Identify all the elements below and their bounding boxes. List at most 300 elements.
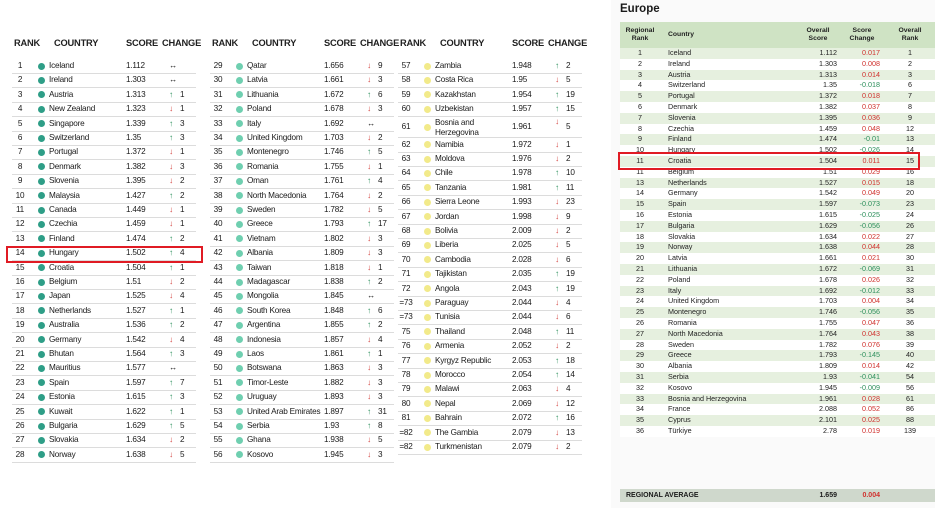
rank-cell: 45 bbox=[213, 291, 223, 301]
ranking-row bbox=[204, 189, 394, 203]
country-cell: Poland bbox=[247, 104, 272, 114]
country-cell: Serbia bbox=[247, 421, 270, 430]
score-cell: 2.044 bbox=[512, 312, 532, 322]
rank-cell: 64 bbox=[401, 168, 411, 178]
score-change-cell: -0.025 bbox=[859, 209, 880, 219]
change-cell: 6 bbox=[378, 89, 383, 99]
rank-cell: 44 bbox=[213, 277, 223, 286]
peace-level-dot bbox=[38, 77, 45, 84]
country-cell: Zambia bbox=[435, 61, 462, 70]
ranking-row bbox=[204, 275, 394, 289]
country-cell: Tajikistan bbox=[435, 269, 467, 279]
rank-cell: 59 bbox=[401, 89, 411, 99]
rank-cell: 21 bbox=[15, 349, 25, 358]
score-cell: 1.502 bbox=[126, 248, 146, 258]
score-cell: 1.755 bbox=[324, 161, 344, 171]
score-cell: 1.672 bbox=[324, 89, 344, 99]
rank-cell: 2 bbox=[17, 75, 23, 85]
ranking-row bbox=[392, 152, 582, 166]
europe-table-row bbox=[620, 102, 935, 113]
score-cell: 1.536 bbox=[126, 320, 146, 330]
score-cell: 1.449 bbox=[126, 205, 146, 214]
change-cell: 6 bbox=[566, 312, 571, 322]
ranking-row bbox=[6, 347, 196, 361]
score-change-cell: -0.056 bbox=[859, 220, 880, 230]
peace-level-dot bbox=[424, 170, 431, 177]
arrow-down-icon: ↓ bbox=[169, 277, 173, 286]
peace-level-dot bbox=[424, 429, 431, 436]
country-cell: Bolivia bbox=[435, 226, 458, 235]
score-cell: 2.009 bbox=[512, 226, 532, 235]
peace-level-dot bbox=[236, 394, 243, 401]
rank-cell: 40 bbox=[213, 219, 223, 229]
score-cell: 1.972 bbox=[512, 139, 532, 149]
overall-score-cell: 1.961 bbox=[819, 393, 837, 403]
regional-rank-cell: 27 bbox=[636, 328, 644, 338]
rank-cell: 52 bbox=[213, 392, 223, 402]
ranking-row bbox=[6, 390, 196, 404]
header-country: COUNTRY bbox=[252, 38, 297, 48]
overall-rank-cell: 7 bbox=[908, 91, 912, 101]
country-cell: Iceland bbox=[49, 61, 75, 70]
score-cell: 1.981 bbox=[512, 182, 532, 192]
country-cell: The Gambia bbox=[435, 427, 479, 437]
score-cell: 1.793 bbox=[324, 219, 344, 229]
score-cell: 1.93 bbox=[324, 421, 340, 430]
overall-rank-cell: 9 bbox=[908, 112, 912, 122]
overall-rank-cell: 61 bbox=[906, 393, 914, 403]
europe-table-row bbox=[620, 329, 935, 340]
arrow-up-icon: ↑ bbox=[367, 147, 371, 157]
regional-rank-cell: 21 bbox=[636, 263, 644, 273]
arrow-down-icon: ↓ bbox=[367, 104, 371, 114]
ranking-row bbox=[204, 419, 394, 433]
ranking-row bbox=[6, 59, 196, 73]
change-cell: 2 bbox=[566, 226, 571, 235]
country-cell: Tunisia bbox=[435, 312, 460, 322]
change-cell: 1 bbox=[378, 349, 383, 358]
peace-level-dot bbox=[236, 149, 243, 156]
peace-level-dot bbox=[38, 221, 45, 228]
change-cell: 16 bbox=[566, 413, 575, 423]
country-cell: Bahrain bbox=[435, 413, 462, 423]
country-cell: Croatia bbox=[49, 262, 74, 272]
regional-rank-cell: 6 bbox=[638, 101, 642, 111]
overall-score-cell: 1.51 bbox=[823, 166, 837, 176]
europe-table-row bbox=[620, 404, 935, 415]
score-cell: 1.945 bbox=[324, 449, 344, 459]
score-cell: 1.764 bbox=[324, 190, 344, 200]
ranking-row bbox=[392, 354, 582, 368]
arrow-down-icon: ↓ bbox=[555, 240, 559, 250]
rank-cell: 67 bbox=[401, 211, 411, 221]
country-cell: Bulgaria bbox=[49, 421, 78, 430]
change-cell: 5 bbox=[180, 421, 185, 430]
score-cell: 1.372 bbox=[126, 147, 146, 157]
country-cell: Türkiye bbox=[668, 425, 692, 435]
peace-level-dot bbox=[236, 264, 243, 271]
score-change-cell: 0.047 bbox=[862, 317, 880, 327]
ranking-row bbox=[6, 88, 196, 102]
country-cell: Costa Rica bbox=[435, 75, 474, 85]
country-cell: Slovakia bbox=[668, 231, 696, 241]
score-cell: 2.044 bbox=[512, 298, 532, 307]
overall-rank-cell: 32 bbox=[906, 274, 914, 284]
arrow-down-icon: ↓ bbox=[555, 298, 559, 307]
arrow-up-icon: ↑ bbox=[169, 305, 173, 315]
country-cell: Switzerland bbox=[49, 133, 90, 142]
peace-level-dot bbox=[236, 106, 243, 113]
arrow-down-icon: ↓ bbox=[169, 161, 173, 171]
score-cell: 2.079 bbox=[512, 442, 532, 451]
europe-table-row bbox=[620, 264, 935, 275]
score-change-cell: -0.009 bbox=[859, 382, 880, 392]
peace-level-dot bbox=[236, 163, 243, 170]
country-cell: Albania bbox=[247, 248, 273, 258]
country-cell: Belgium bbox=[49, 277, 78, 286]
arrow-down-icon: ↓ bbox=[555, 226, 559, 235]
ranking-row bbox=[204, 102, 394, 116]
regional-average-label: REGIONAL AVERAGE bbox=[626, 492, 699, 499]
ranking-row bbox=[204, 333, 394, 347]
change-cell: 3 bbox=[378, 449, 383, 459]
change-cell: 31 bbox=[378, 406, 387, 416]
rank-cell: 81 bbox=[401, 413, 411, 423]
header-regional-rank: Regional Rank bbox=[625, 27, 655, 42]
arrow-up-icon: ↑ bbox=[169, 133, 173, 142]
peace-level-dot bbox=[424, 124, 431, 131]
overall-rank-cell: 2 bbox=[908, 58, 912, 68]
rank-cell: 20 bbox=[15, 334, 25, 344]
ranking-row bbox=[204, 433, 394, 447]
change-cell: 11 bbox=[566, 326, 575, 336]
change-cell: 3 bbox=[180, 349, 185, 358]
country-cell: Laos bbox=[247, 349, 264, 358]
ranking-row bbox=[392, 382, 582, 396]
rank-cell: 11 bbox=[15, 205, 25, 214]
change-cell: 6 bbox=[378, 305, 383, 315]
header-overall-rank: Overall Rank bbox=[898, 27, 922, 42]
rank-cell: 19 bbox=[15, 320, 25, 330]
ranking-row bbox=[6, 361, 196, 375]
overall-score-cell: 2.101 bbox=[819, 415, 837, 425]
ranking-row bbox=[6, 102, 196, 116]
change-cell: 2 bbox=[378, 133, 383, 142]
arrow-down-icon: ↓ bbox=[169, 449, 173, 459]
score-cell: 2.025 bbox=[512, 240, 532, 250]
rank-cell: 3 bbox=[17, 89, 23, 99]
rank-cell: 18 bbox=[15, 305, 25, 315]
rank-cell: 17 bbox=[15, 291, 25, 301]
peace-level-dot bbox=[424, 228, 431, 235]
peace-level-dot bbox=[236, 192, 243, 199]
rank-cell: 15 bbox=[15, 262, 25, 272]
change-cell: 1 bbox=[180, 104, 185, 114]
score-cell: 1.848 bbox=[324, 305, 344, 315]
arrow-down-icon: ↓ bbox=[555, 442, 559, 451]
peace-level-dot bbox=[236, 178, 243, 185]
peace-level-dot bbox=[424, 256, 431, 263]
regional-rank-cell: 3 bbox=[638, 69, 642, 79]
ranking-row bbox=[6, 304, 196, 318]
change-cell: 9 bbox=[378, 61, 383, 70]
country-cell: Sweden bbox=[668, 339, 694, 349]
arrow-down-icon: ↓ bbox=[367, 377, 371, 387]
country-cell: Spain bbox=[49, 377, 69, 387]
score-cell: 2.048 bbox=[512, 326, 532, 336]
rank-cell: 75 bbox=[401, 326, 411, 336]
arrow-up-icon: ↑ bbox=[555, 182, 559, 192]
ranking-row bbox=[392, 368, 582, 382]
rank-cell: 77 bbox=[401, 355, 411, 365]
rank-cell: 65 bbox=[401, 182, 411, 192]
peace-level-dot bbox=[424, 141, 431, 148]
score-cell: 1.382 bbox=[126, 161, 146, 171]
change-cell: 4 bbox=[566, 384, 571, 394]
country-cell: United Kingdom bbox=[247, 133, 303, 142]
ranking-row bbox=[204, 304, 394, 318]
peace-level-dot bbox=[236, 293, 243, 300]
overall-score-cell: 1.782 bbox=[819, 339, 837, 349]
rank-cell: 43 bbox=[213, 262, 223, 272]
score-change-cell: 0.022 bbox=[862, 231, 880, 241]
arrow-up-icon: ↑ bbox=[367, 305, 371, 315]
rank-cell: 62 bbox=[401, 139, 411, 149]
score-cell: 1.976 bbox=[512, 154, 532, 163]
change-cell: 1 bbox=[180, 89, 185, 99]
peace-level-dot bbox=[424, 400, 431, 407]
ranking-row bbox=[392, 224, 582, 238]
regional-rank-cell: 13 bbox=[636, 177, 644, 187]
change-cell: 4 bbox=[378, 176, 383, 186]
score-change-cell: 0.004 bbox=[862, 296, 880, 306]
country-cell: Bosnia and Herzegovina bbox=[435, 117, 479, 137]
country-cell: Denmark bbox=[49, 161, 81, 171]
score-cell: 1.938 bbox=[324, 435, 344, 445]
arrow-down-icon: ↓ bbox=[169, 147, 173, 157]
change-cell: 3 bbox=[180, 392, 185, 402]
rank-cell: 48 bbox=[213, 334, 223, 344]
europe-table-row bbox=[620, 188, 935, 199]
score-cell: 1.998 bbox=[512, 211, 532, 221]
peace-level-dot bbox=[38, 351, 45, 358]
score-change-cell: 0.044 bbox=[862, 242, 880, 252]
regional-rank-cell: 4 bbox=[638, 80, 642, 90]
regional-rank-cell: 35 bbox=[636, 415, 644, 425]
score-change-cell: -0.056 bbox=[859, 307, 880, 317]
ranking-row bbox=[204, 246, 394, 260]
rank-cell: 39 bbox=[213, 205, 223, 214]
change-cell: 5 bbox=[566, 240, 571, 250]
overall-score-cell: 1.372 bbox=[819, 91, 837, 101]
score-change-cell: 0.008 bbox=[862, 58, 880, 68]
europe-table-row bbox=[620, 113, 935, 124]
change-cell: 4 bbox=[180, 248, 185, 258]
change-cell: 14 bbox=[566, 370, 575, 379]
change-cell: 2 bbox=[566, 442, 571, 451]
score-cell: 1.703 bbox=[324, 133, 344, 142]
country-cell: Bosnia and Herzegovina bbox=[668, 393, 747, 403]
country-cell: Indonesia bbox=[247, 334, 281, 344]
rank-cell: 78 bbox=[401, 370, 411, 379]
regional-rank-cell: 33 bbox=[636, 393, 644, 403]
score-cell: 2.043 bbox=[512, 283, 532, 293]
header-country: Country bbox=[668, 31, 695, 38]
country-cell: Namibia bbox=[435, 139, 464, 149]
country-cell: Lithuania bbox=[247, 89, 279, 99]
arrow-up-icon: ↑ bbox=[367, 89, 371, 99]
country-cell: Czechia bbox=[49, 219, 78, 229]
ranking-row bbox=[6, 174, 196, 188]
country-cell: Iceland bbox=[668, 48, 692, 57]
change-cell: 4 bbox=[566, 298, 571, 307]
regional-rank-cell: 28 bbox=[636, 339, 644, 349]
regional-rank-cell: 36 bbox=[636, 425, 644, 435]
europe-table-row bbox=[620, 394, 935, 405]
peace-level-dot bbox=[38, 336, 45, 343]
peace-level-dot bbox=[236, 250, 243, 257]
overall-rank-cell: 3 bbox=[908, 69, 912, 79]
ranking-row bbox=[6, 117, 196, 131]
change-cell: 1 bbox=[180, 219, 185, 229]
change-cell: 2 bbox=[378, 320, 383, 330]
score-change-cell: 0.015 bbox=[862, 177, 880, 187]
change-cell: 2 bbox=[566, 341, 571, 351]
peace-level-dot bbox=[424, 242, 431, 249]
country-cell: Spain bbox=[668, 199, 687, 209]
country-cell: Australia bbox=[49, 320, 80, 330]
country-cell: Madagascar bbox=[247, 277, 291, 286]
europe-table-row bbox=[620, 426, 935, 437]
country-cell: Kosovo bbox=[247, 449, 274, 459]
ranking-row bbox=[204, 217, 394, 231]
country-cell: Taiwan bbox=[247, 262, 272, 272]
country-cell: Bhutan bbox=[49, 349, 74, 358]
arrow-up-icon: ↑ bbox=[367, 320, 371, 330]
country-cell: Hungary bbox=[49, 248, 79, 258]
score-change-cell: 0.014 bbox=[862, 361, 880, 371]
ranking-row bbox=[6, 232, 196, 246]
country-cell: France bbox=[668, 404, 691, 414]
arrow-up-icon: ↑ bbox=[169, 421, 173, 430]
ranking-row bbox=[204, 376, 394, 390]
arrow-down-icon: ↓ bbox=[555, 139, 559, 149]
regional-rank-cell: 22 bbox=[636, 274, 644, 284]
rank-cell: 80 bbox=[401, 398, 411, 408]
score-cell: 1.893 bbox=[324, 392, 344, 402]
arrow-up-icon: ↑ bbox=[367, 421, 371, 430]
rank-cell: 72 bbox=[401, 283, 411, 293]
change-cell: 5 bbox=[180, 449, 185, 459]
change-cell: 7 bbox=[180, 377, 185, 387]
rank-cell: 34 bbox=[213, 133, 223, 142]
score-cell: 1.993 bbox=[512, 197, 532, 207]
peace-level-dot bbox=[38, 149, 45, 156]
rank-cell: 70 bbox=[401, 254, 411, 264]
score-cell: 1.863 bbox=[324, 363, 344, 373]
score-cell: 2.035 bbox=[512, 269, 532, 279]
overall-score-cell: 1.703 bbox=[819, 296, 837, 306]
change-cell: 2 bbox=[180, 190, 185, 200]
overall-score-cell: 1.93 bbox=[823, 371, 837, 381]
score-cell: 1.112 bbox=[126, 61, 145, 70]
europe-ranking-panel bbox=[611, 0, 935, 508]
ranking-row bbox=[6, 160, 196, 174]
country-cell: Romania bbox=[247, 161, 279, 171]
regional-rank-cell: 25 bbox=[636, 307, 644, 317]
country-cell: North Macedonia bbox=[247, 190, 307, 200]
score-cell: 1.809 bbox=[324, 248, 344, 258]
europe-table-row bbox=[620, 318, 935, 329]
country-cell: Belgium bbox=[668, 166, 694, 176]
arrow-down-icon: ↓ bbox=[367, 161, 371, 171]
overall-score-cell: 1.746 bbox=[819, 307, 837, 317]
score-cell: 1.564 bbox=[126, 349, 146, 358]
peace-level-dot bbox=[236, 77, 243, 84]
rank-cell: =82 bbox=[399, 427, 413, 437]
arrow-down-icon: ↓ bbox=[367, 205, 371, 214]
overall-rank-cell: 38 bbox=[906, 328, 914, 338]
overall-rank-cell: 15 bbox=[906, 155, 914, 165]
rank-cell: 27 bbox=[15, 435, 25, 445]
peace-level-dot bbox=[424, 184, 431, 191]
overall-rank-cell: 54 bbox=[906, 371, 914, 381]
peace-level-dot bbox=[38, 365, 45, 372]
ranking-row bbox=[204, 448, 394, 462]
rank-cell: 23 bbox=[15, 377, 25, 387]
peace-level-dot bbox=[424, 444, 431, 451]
ranking-row bbox=[204, 361, 394, 375]
regional-rank-cell: 18 bbox=[636, 231, 644, 241]
arrow-down-icon: ↓ bbox=[555, 254, 559, 264]
overall-score-cell: 2.78 bbox=[823, 425, 837, 435]
ranking-row bbox=[392, 296, 582, 310]
score-cell: 2.069 bbox=[512, 398, 532, 408]
score-cell: 1.678 bbox=[324, 104, 344, 114]
regional-rank-cell: 24 bbox=[636, 296, 644, 306]
arrow-up-icon: ↑ bbox=[169, 89, 173, 99]
arrow-up-icon: ↑ bbox=[169, 349, 173, 358]
change-cell: 11 bbox=[566, 182, 575, 192]
regional-rank-cell: 5 bbox=[638, 91, 642, 101]
overall-score-cell: 1.313 bbox=[819, 69, 837, 79]
score-change-cell: 0.018 bbox=[862, 91, 880, 101]
europe-table-row bbox=[620, 178, 935, 189]
country-cell: Botswana bbox=[247, 363, 282, 373]
arrow-down-icon: ↓ bbox=[367, 392, 371, 402]
europe-table-row bbox=[620, 91, 935, 102]
rank-cell: 57 bbox=[401, 61, 411, 70]
regional-rank-cell: 1 bbox=[638, 48, 642, 57]
country-cell: Estonia bbox=[668, 209, 692, 219]
change-cell: 3 bbox=[378, 363, 383, 373]
arrow-down-icon: ↓ bbox=[367, 363, 371, 373]
peace-level-dot bbox=[424, 343, 431, 350]
europe-table-row bbox=[620, 415, 935, 426]
peace-level-dot bbox=[38, 307, 45, 314]
peace-level-dot bbox=[424, 63, 431, 70]
rank-cell: 49 bbox=[213, 349, 223, 358]
overall-score-cell: 1.678 bbox=[819, 274, 837, 284]
europe-table-row bbox=[620, 340, 935, 351]
country-cell: Jordan bbox=[435, 211, 459, 221]
score-cell: 1.622 bbox=[126, 406, 146, 416]
overall-rank-cell: 56 bbox=[906, 382, 914, 392]
country-cell: Vietnam bbox=[247, 233, 276, 243]
change-cell: 3 bbox=[378, 248, 383, 258]
score-cell: 1.527 bbox=[126, 305, 146, 315]
europe-table-row bbox=[620, 210, 935, 221]
